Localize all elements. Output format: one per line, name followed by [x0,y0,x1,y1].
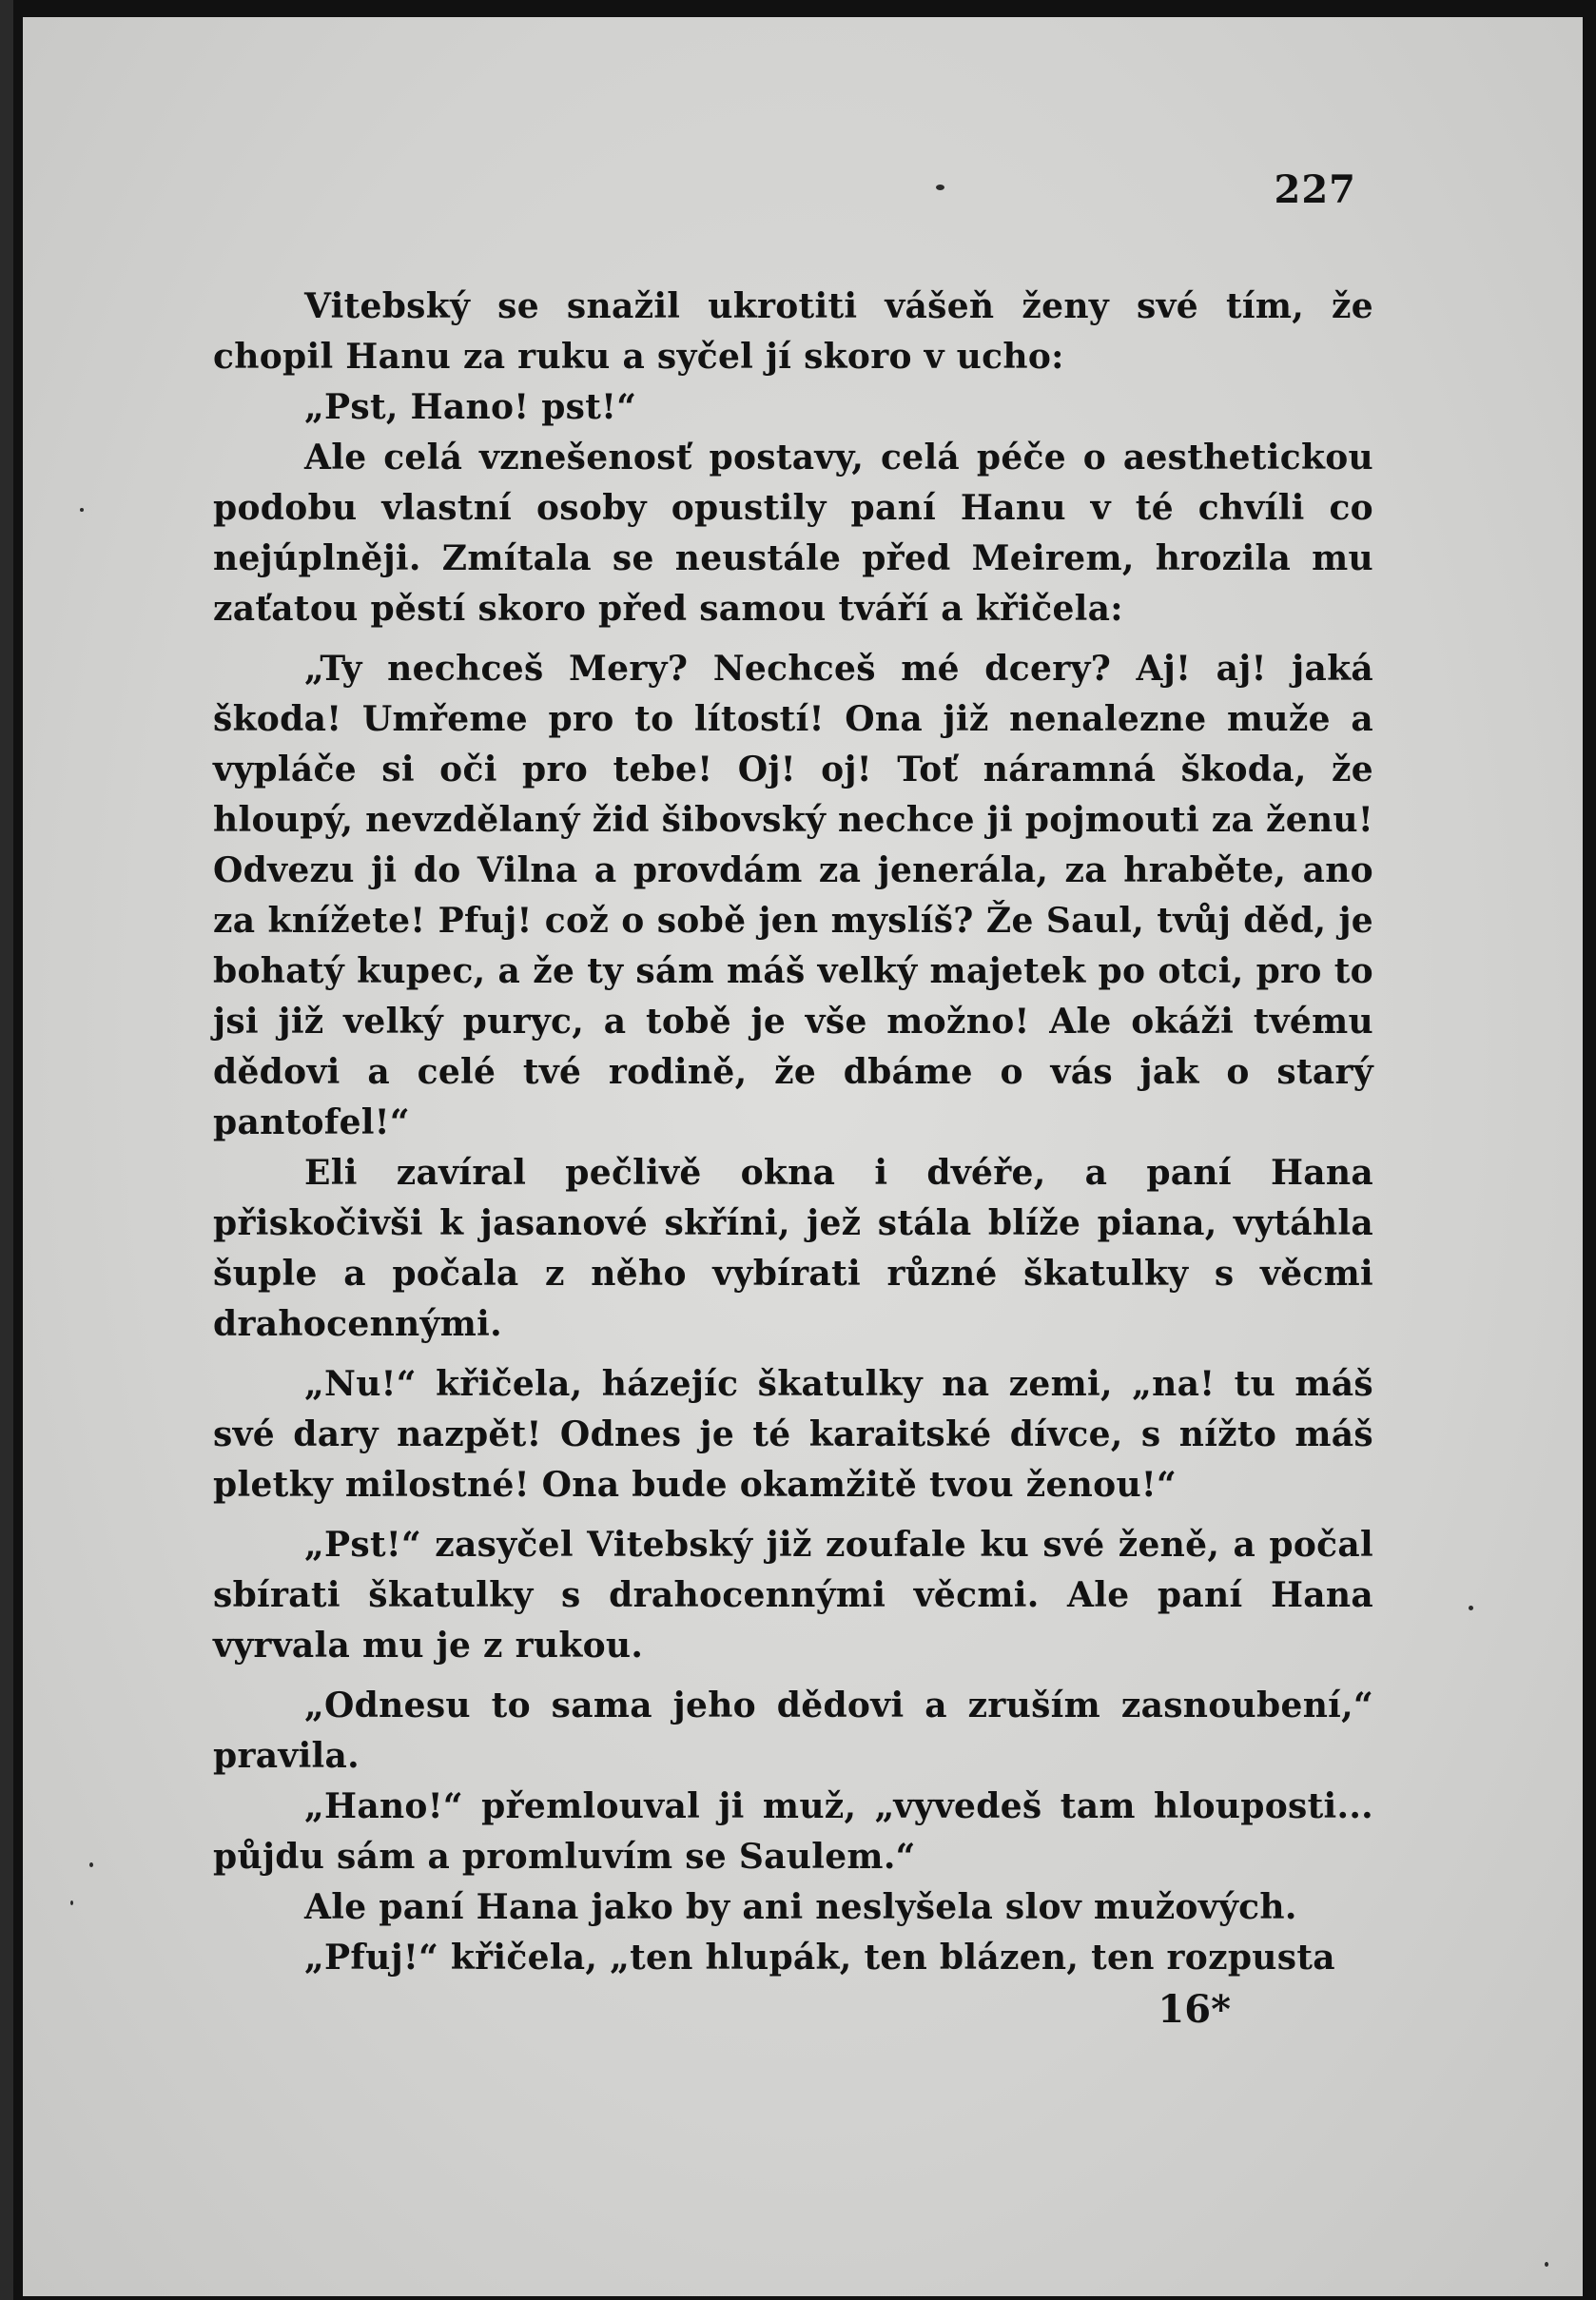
paragraph: Ale celá vznešenosť postavy, celá péče o aesthetickou podobu vlastní osoby opustily paní Hanu v té chvíli co nejúplněji. Zmítala se neustále před Meirem, hrozila mu zaťatou pěstí skoro před samou tváří a křičela: [213,438,1373,629]
scan-speck [80,508,84,512]
paragraph: Vitebský se snažil ukrotiti vášeň ženy své tím, že chopil Hanu za ruku a syčel jí skoro v ucho: [213,286,1373,377]
paragraph: „Pfuj!“ křičela, „ten hlupák, ten blázen, ten rozpusta [304,1938,1335,1978]
paragraph: „Odnesu to sama jeho dědovi a zruším zasnoubení,“ pravila. [213,1686,1373,1776]
book-page [23,17,1583,2296]
paragraph: „Pst!“ zasyčel Vitebský již zoufale ku své ženě, a počal sbírati škatulky s drahocennými věcmi. Ale paní Hana vyrvala mu je z rukou. [213,1525,1373,1666]
scan-speck [70,1900,73,1905]
paragraph: Ale paní Hana jako by ani neslyšela slov mužových. [304,1887,1297,1927]
scan-speck [1545,2262,1548,2267]
paragraph: Eli zavíral pečlivě okna i dvéře, a paní Hana přiskočivši k jasanové skříni, jež stála blíže piana, vytáhla šuple a počala z něho vybírati různé škatulky s věcmi drahocennými. [213,1153,1373,1344]
text-block [213,167,1373,2033]
paragraph: „Nu!“ křičela, házejíc škatulky na zemi, „na! tu máš své dary nazpět! Odnes je té karaitské dívce, s nížto máš pletky milostné! Ona bude okamžitě tvou ženou!“ [213,1364,1373,1505]
page-number: 227 [1274,167,1356,212]
paragraph: „Pst, Hano! pst!“ [304,387,637,427]
signature-mark: 16* [1158,1987,1231,2032]
paragraph: „Ty nechceš Mery? Nechceš mé dcery? Aj! aj! jaká škoda! Umřeme pro to lítostí! Ona již nenalezne muže a vypláče si oči pro tebe! Oj! oj! Toť náramná škoda, že hloupý, nevzdělaný žid šibovský nechce ji pojmouti za ženu! Odvezu ji do Vilna a provdám za jenerála, za hraběte, ano za knížete! Pfuj! což o sobě jen myslíš? Že Saul, tvůj děd, je bohatý kupec, a že ty sám máš velký majetek po otci, pro to jsi již velký puryc, a tobě je vše možno! Ale okáži tvému dědovi a celé tvé rodině, že dbáme o vás jak o starý pantofel!“ [213,649,1374,1142]
paragraph: „Hano!“ přemlouval ji muž, „vyvedeš tam hlouposti... půjdu sám a promluvím se Saulem.“ [213,1786,1373,1877]
scan-left-edge [0,0,13,2300]
scan-speck [1469,1606,1473,1610]
scan-speck [89,1862,93,1867]
